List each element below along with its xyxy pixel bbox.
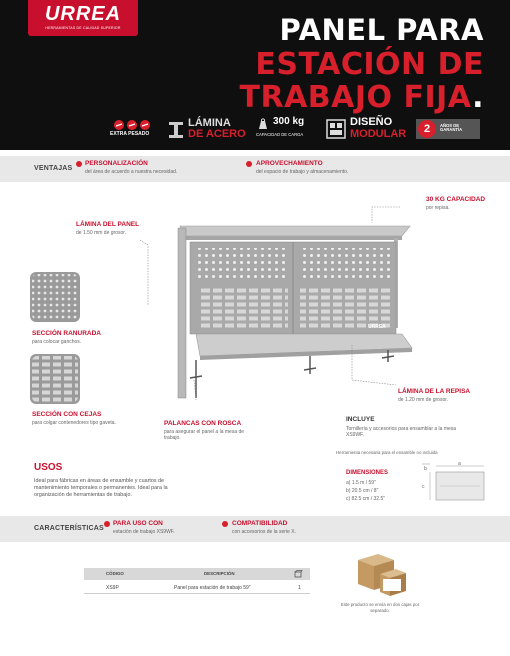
capacity-value: 300 kg	[273, 116, 305, 127]
diagram-label-c: c	[422, 484, 425, 490]
caracteristica-desc-1: estación de trabajo XS9WF.	[113, 529, 175, 535]
steel-label-1: LÁMINA	[188, 117, 231, 129]
caracteristicas-label: CARACTERÍSTICAS	[34, 525, 104, 532]
callout-slotted-title: SECCIÓN RANURADA	[32, 330, 101, 337]
diagram-label-a: a	[458, 461, 461, 467]
dimension-diagram	[416, 460, 496, 508]
louvered-sample-icon	[30, 354, 80, 404]
warranty-label: AÑOS DE GARANTÍA	[440, 123, 463, 133]
box-icon	[294, 570, 303, 578]
modular-label-1: DISEÑO	[350, 116, 393, 128]
title-period: .	[472, 80, 484, 115]
dimension-c: c) 82.5 cm / 32.5"	[346, 496, 386, 502]
table-header	[84, 568, 310, 580]
dimension-b: b) 20.5 cm / 8"	[346, 488, 379, 494]
ventaja-desc-1: del área de acuerdo a nuestra necesidad.	[85, 169, 178, 175]
steel-beam-icon	[168, 121, 184, 139]
modular-label-2: MODULAR	[350, 128, 407, 140]
badge-steel	[168, 117, 246, 143]
title-line-3-text: TRABAJO FIJA	[239, 80, 473, 115]
capacity-label: CAPACIDAD DE CARGA	[256, 132, 304, 137]
urrea-logo	[28, 0, 138, 36]
modular-icon	[326, 119, 346, 139]
callout-capacity-desc: por repisa.	[426, 205, 450, 211]
title-line-2: ESTACIÓN DE	[255, 47, 484, 82]
feature-badges	[0, 117, 510, 143]
callout-panel-desc: de 1.50 mm de grosor.	[76, 230, 127, 236]
ventajas-label: VENTAJAS	[34, 165, 73, 172]
caracteristica-desc-2: con accesorios de la serie X.	[232, 529, 296, 535]
steel-label-2: DE ACERO	[188, 128, 246, 140]
ventaja-desc-2: del espacio de trabajo y almacenamiento.	[256, 169, 349, 175]
ventajas-bar	[0, 156, 510, 182]
badge-warranty	[416, 119, 480, 139]
incluye-title: INCLUYE	[346, 416, 375, 423]
weight-icon	[256, 118, 270, 130]
pegboard-sample-icon	[30, 272, 80, 322]
logo-tagline: HERRAMIENTAS DE CALIDAD SUPERIOR	[45, 26, 121, 30]
usos-title: USOS	[34, 462, 63, 473]
heavy-duty-label: EXTRA PESADO	[110, 131, 150, 137]
shipping-note: Este producto se envía en dos cajas por separado.	[340, 602, 420, 613]
shipping-boxes-icon	[352, 550, 408, 600]
warranty-number: 2	[418, 120, 436, 138]
logo-text: URREA	[44, 3, 122, 25]
ventaja-title-1: PERSONALIZACIÓN	[85, 160, 148, 167]
ventaja-title-2: APROVECHAMIENTO	[256, 160, 323, 167]
table-header-code: CÓDIGO	[106, 571, 124, 576]
title-line-1: PANEL PARA	[279, 13, 484, 47]
table-row	[84, 582, 310, 594]
caracteristicas-bar	[0, 516, 510, 542]
table-header-description: DESCRIPCIÓN	[204, 571, 235, 576]
caracteristica-bullet-1	[104, 521, 110, 527]
callout-lipped-title: SECCIÓN CON CEJAS	[32, 411, 102, 418]
callout-slotted-desc: para colocar ganchos.	[32, 339, 82, 345]
callout-capacity-title: 30 KG CAPACIDAD	[426, 196, 486, 203]
callout-levers-desc: para asegurar el panel a la mesa de trabajo.	[164, 429, 245, 441]
callout-shelf-title: LÁMINA DE LA REPISA	[398, 388, 471, 395]
table-cell-quantity: 1	[298, 585, 301, 591]
caracteristica-title-2: COMPATIBILIDAD	[232, 520, 288, 527]
heavy-duty-icon	[112, 119, 154, 131]
badge-capacity	[256, 117, 318, 143]
diagram-label-b: b	[424, 466, 427, 472]
title-line-3	[239, 80, 484, 115]
panel-brand-mark: URREA	[368, 324, 386, 330]
usos-text: Ideal para fábricas en áreas de ensamble y cuartos de mantenimiento temporales o permanentes. Ideal para la organización de herramientas de trabajo.	[34, 478, 168, 499]
caracteristica-bullet-2	[222, 521, 228, 527]
dimension-a: a) 1.5 m / 59"	[346, 480, 376, 486]
ventaja-bullet-1	[76, 161, 82, 167]
table-cell-code: XS9P	[106, 585, 119, 591]
callout-levers-title: PALANCAS CON ROSCA	[164, 420, 242, 427]
callout-lipped-desc: para colgar contenedores tipo gaveta.	[32, 420, 116, 426]
callout-shelf-desc: de 1.20 mm de grosor.	[398, 397, 449, 403]
table-cell-description: Panel para estación de trabajo 59"	[174, 585, 251, 591]
callout-panel-title: LÁMINA DEL PANEL	[76, 221, 140, 228]
incluye-note: Herramienta necesaria para el ensamble no incluida	[336, 450, 438, 455]
badge-modular	[326, 117, 408, 143]
lipped-section-swatch	[30, 354, 80, 404]
header-banner	[0, 0, 510, 150]
dimensiones-title: DIMENSIONES	[346, 470, 389, 476]
incluye-desc: Tornillería y accesorios para ensamblar a la mesa XS9WF.	[346, 426, 457, 439]
badge-heavy-duty	[110, 119, 158, 143]
slotted-section-swatch	[30, 272, 80, 322]
caracteristica-title-1: PARA USO CON	[113, 520, 163, 527]
ventaja-bullet-2	[246, 161, 252, 167]
